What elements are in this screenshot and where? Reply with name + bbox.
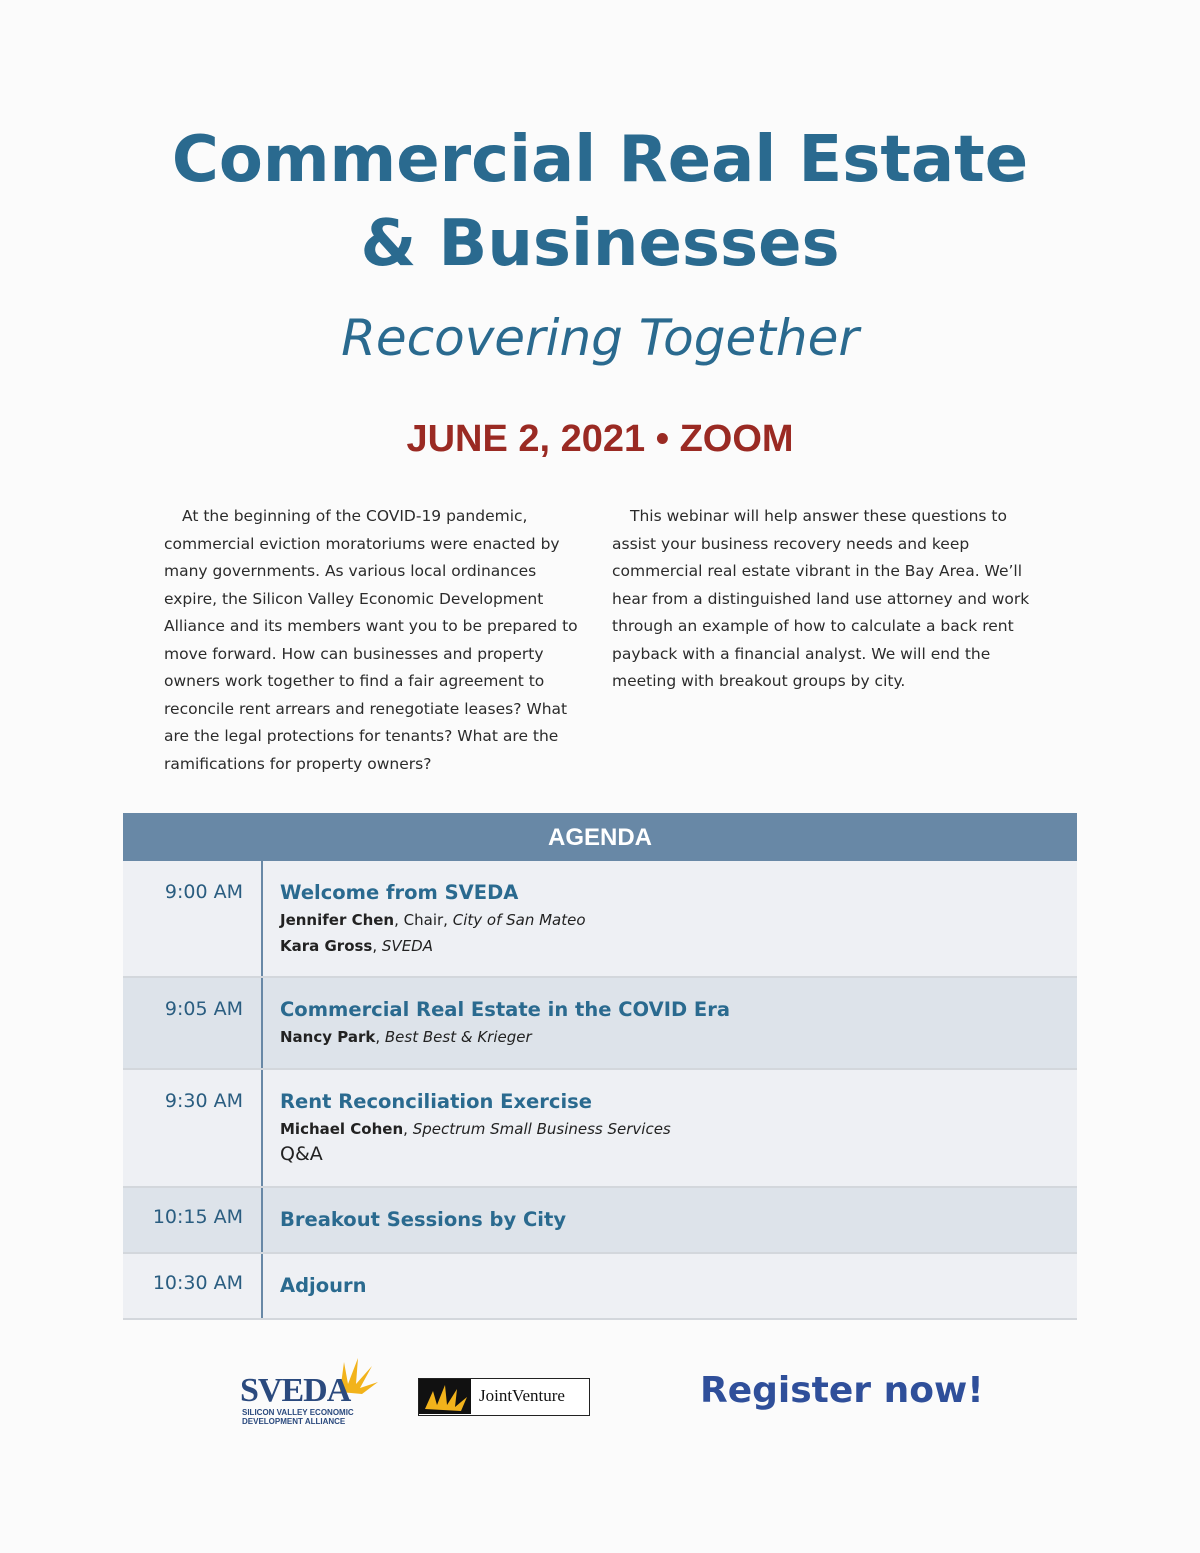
intro-right-column bbox=[612, 503, 1042, 696]
agenda-content bbox=[263, 1070, 671, 1186]
agenda-table bbox=[123, 813, 1077, 1320]
speaker-role: , bbox=[403, 1120, 413, 1138]
session-title: Commercial Real Estate in the COVID Era bbox=[280, 998, 731, 1021]
agenda-content bbox=[263, 978, 730, 1068]
agenda-row bbox=[123, 978, 1077, 1070]
speaker-line bbox=[280, 1024, 730, 1050]
speaker-line bbox=[280, 907, 586, 933]
speaker-name: Jennifer Chen bbox=[280, 911, 395, 929]
event-date-location: JUNE 2, 2021 • ZOOM bbox=[406, 418, 794, 460]
agenda-time: 10:15 AM bbox=[123, 1188, 263, 1252]
agenda-content bbox=[263, 861, 586, 976]
speaker-role: , bbox=[375, 1028, 385, 1046]
agenda-row bbox=[123, 1070, 1077, 1188]
agenda-row bbox=[123, 1254, 1077, 1320]
agenda-content bbox=[263, 1188, 566, 1252]
sveda-logo-subtext: SILICON VALLEY ECONOMIC DEVELOPMENT ALLIANCE bbox=[242, 1408, 354, 1426]
jv-sun-icon bbox=[419, 1379, 471, 1414]
sveda-logo bbox=[240, 1358, 380, 1438]
joint-venture-logo bbox=[418, 1378, 590, 1416]
speaker-org: SVEDA bbox=[381, 937, 433, 955]
speaker-role: , Chair, bbox=[394, 911, 453, 929]
intro-left-column bbox=[164, 503, 584, 778]
speaker-line bbox=[280, 933, 586, 959]
intro-paragraph-left: At the beginning of the COVID-19 pandemic, commercial eviction moratoriums were enacted by many governments. As various local ordinances expire, the Silicon Valley Economic Development Alliance and its members want you to be prepared to move forward. How can businesses and property owners work together to find a fair agreement to reconcile rent arrears and renegotiate leases? What are the legal protections for tenants? What are the ramifications for property owners? bbox=[164, 507, 578, 773]
agenda-row bbox=[123, 1188, 1077, 1254]
register-link[interactable]: Register now! bbox=[700, 1370, 984, 1411]
speaker-name: Nancy Park bbox=[280, 1028, 376, 1046]
speaker-role: , bbox=[372, 937, 382, 955]
agenda-time: 9:30 AM bbox=[123, 1070, 263, 1186]
speaker-org: Best Best & Krieger bbox=[384, 1028, 532, 1046]
jv-logo-text: JointVenture bbox=[479, 1386, 565, 1405]
agenda-row bbox=[123, 861, 1077, 978]
session-title: Adjourn bbox=[280, 1274, 367, 1297]
session-title: Rent Reconciliation Exercise bbox=[280, 1090, 592, 1113]
page-title bbox=[0, 118, 1200, 286]
intro-paragraph-right: This webinar will help answer these questions to assist your business recovery needs and keep commercial real estate vibrant in the Bay Area. We’ll hear from a distinguished land use attorney and work through an example of how to calculate a back rent payback with a financial analyst. We will end the meeting with breakout groups by city. bbox=[612, 507, 1030, 690]
agenda-time: 10:30 AM bbox=[123, 1254, 263, 1318]
session-title: Welcome from SVEDA bbox=[280, 881, 519, 904]
agenda-time: 9:05 AM bbox=[123, 978, 263, 1068]
speaker-org: City of San Mateo bbox=[452, 911, 586, 929]
page-subtitle: Recovering Together bbox=[341, 309, 859, 367]
speaker-line bbox=[280, 1116, 671, 1142]
sveda-logo-text: SVEDA bbox=[240, 1372, 351, 1409]
title-line-1: Commercial Real Estate bbox=[171, 123, 1029, 197]
title-line-2: & Businesses bbox=[360, 207, 840, 281]
speaker-org: Spectrum Small Business Services bbox=[412, 1120, 671, 1138]
footer bbox=[0, 1350, 1200, 1440]
speaker-name: Kara Gross bbox=[280, 937, 373, 955]
qa-label: Q&A bbox=[280, 1143, 323, 1165]
agenda-time: 9:00 AM bbox=[123, 861, 263, 976]
jv-burst-icon bbox=[419, 1379, 471, 1414]
speaker-name: Michael Cohen bbox=[280, 1120, 404, 1138]
agenda-content bbox=[263, 1254, 367, 1318]
agenda-heading: AGENDA bbox=[123, 813, 1077, 861]
session-title: Breakout Sessions by City bbox=[280, 1208, 567, 1231]
